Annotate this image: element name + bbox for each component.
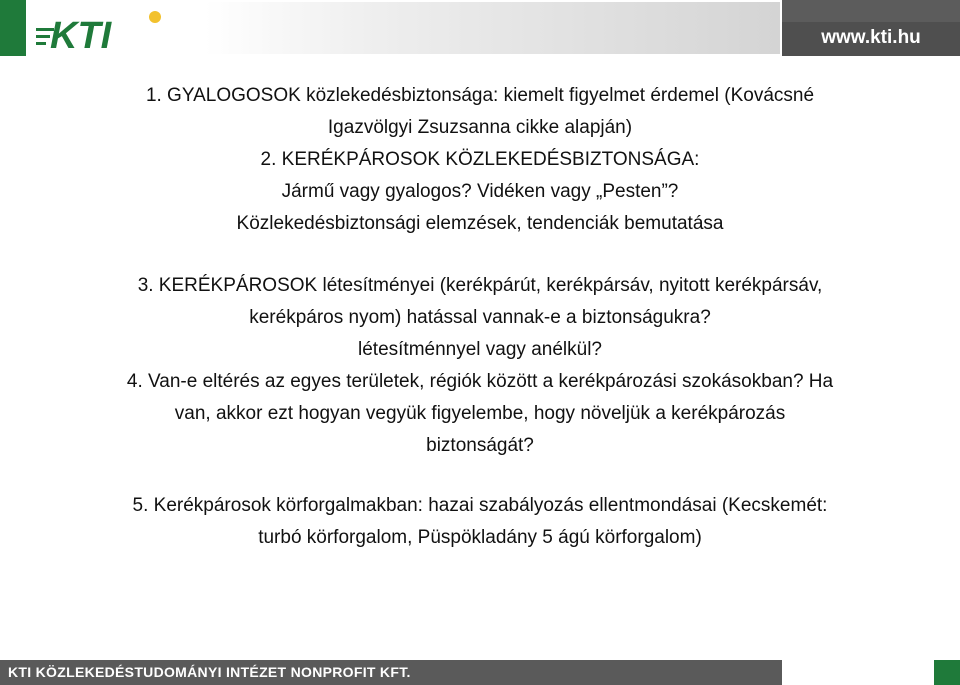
text-line: 5. Kerékpárosok körforgalmakban: hazai szabályozás ellentmondásai (Kecskemét: <box>132 495 828 516</box>
footer-bar <box>0 660 782 685</box>
text-line: van, akkor ezt hogyan vegyük figyelembe, hogy növeljük a kerékpározás <box>174 403 786 424</box>
text-line: 2. KERÉKPÁROSOK KÖZLEKEDÉSBIZTONSÁGA: <box>260 149 700 170</box>
footer-org-name: KTI KÖZLEKEDÉSTUDOMÁNYI INTÉZET NONPROFIT KFT. <box>8 664 411 680</box>
header <box>0 0 960 56</box>
website-url[interactable]: www.kti.hu <box>821 27 921 48</box>
text-line: biztonságát? <box>426 435 534 456</box>
text-line: 4. Van-e eltérés az egyes területek, régiók között a kerékpározási szokásokban? Ha <box>126 371 834 392</box>
paragraph-facilities-regions <box>20 270 940 462</box>
header-gradient-band <box>205 2 780 54</box>
url-box <box>782 0 960 56</box>
text-line: létesítménnyel vagy anélkül? <box>358 339 602 360</box>
footer <box>0 660 960 685</box>
text-line: Jármű vagy gyalogos? Vidéken vagy „Pesten”? <box>281 181 679 202</box>
text-line: 3. KERÉKPÁROSOK létesítményei (kerékpárút, kerékpársáv, nyitott kerékpársáv, <box>137 275 823 296</box>
logo-text: KTI <box>50 15 112 52</box>
text-line: Közlekedésbiztonsági elemzések, tendenciák bemutatása <box>236 213 724 234</box>
text-line: kerékpáros nyom) hatással vannak-e a biztonságukra? <box>249 307 711 328</box>
kti-logo <box>36 8 166 52</box>
text-line: turbó körforgalom, Püspökladány 5 ágú körforgalom) <box>258 527 702 548</box>
logo-ball <box>149 11 161 23</box>
text-line: 1. GYALOGOSOK közlekedésbiztonsága: kiemelt figyelmet érdemel (Kovácsné <box>145 85 815 106</box>
green-accent-strip <box>0 0 26 56</box>
footer-green-accent <box>934 660 960 685</box>
paragraph-roundabouts <box>20 490 940 554</box>
paragraph-pedestrians-cyclists <box>20 80 940 240</box>
text-line: Igazvölgyi Zsuzsanna cikke alapján) <box>327 117 633 138</box>
